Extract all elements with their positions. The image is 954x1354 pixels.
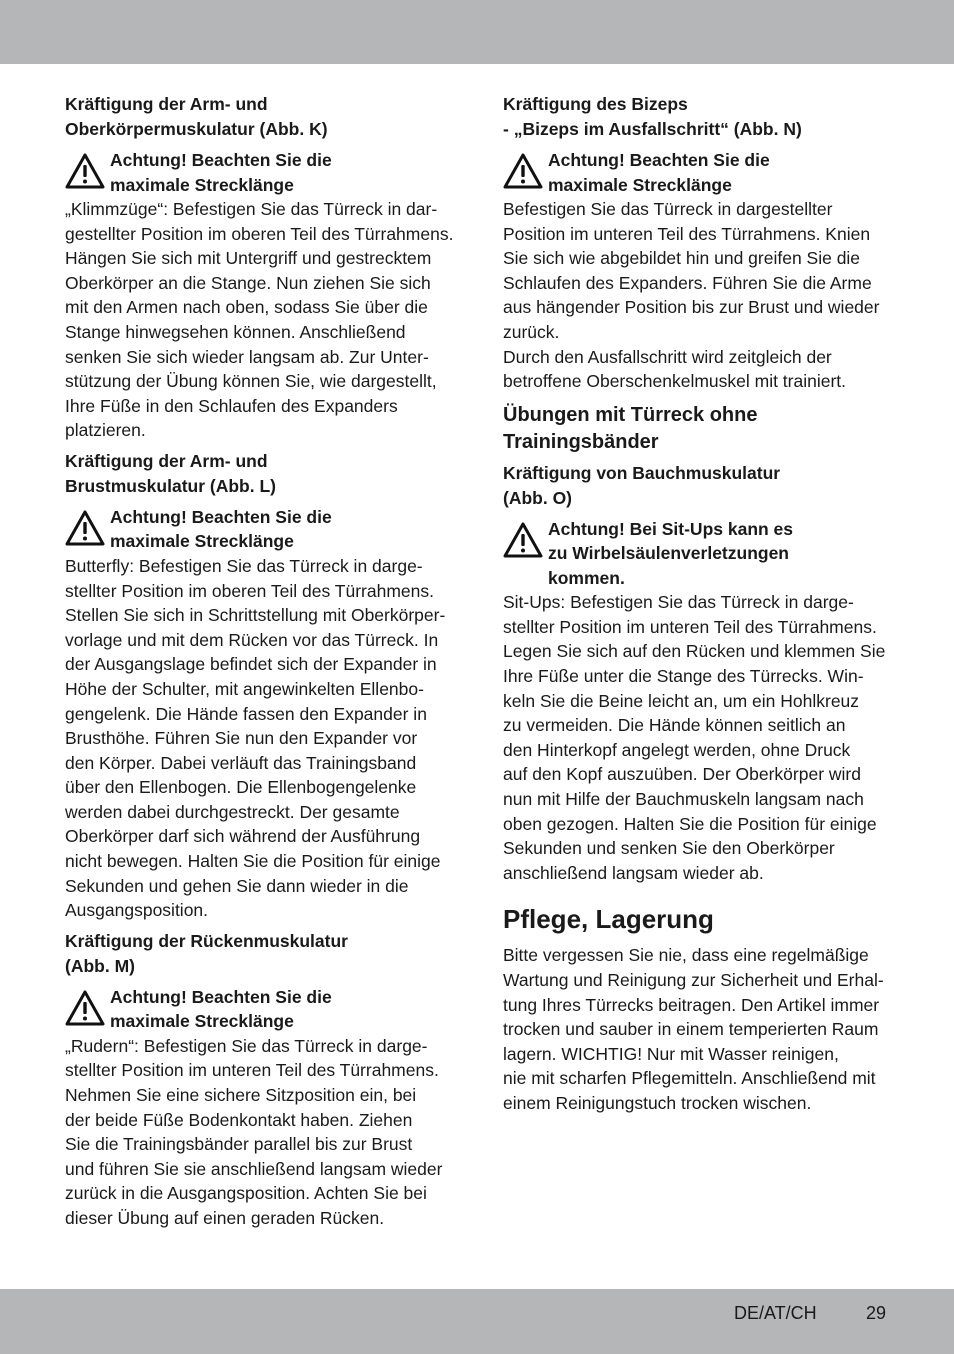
warning-note: Achtung! Bei Sit-Ups kann es zu Wirbelsäulenverletzungen kommen. [503,517,895,591]
warning-triangle-icon [65,989,105,1027]
right-column [503,92,895,1116]
page-number: 29 [866,1303,887,1323]
footer-region-label: DE/AT/CH [734,1303,817,1323]
warning-triangle-icon [503,521,543,559]
warning-note: Achtung! Beachten Sie die maximale Strecklänge [65,148,455,197]
section-title-exercises-without-bands: Übungen mit Türreck ohne Trainingsbänder [503,403,758,453]
section-body: Sit-Ups: Befestigen Sie das Türreck in darge- stellter Position im unteren Teil des Türrahmens. Legen Sie sich auf den Rücken und klemmen Sie Ihre Füße unter die Stange des Türrecks. Win- keln Sie die Beine leicht an, um ein Hohlkreuz zu vermeiden. Die Hände können seitlich an den Hinterkopf angelegt werden, ohne Druck auf den Kopf auszuüben. Der Oberkörper wird nun mit Hilfe der Bauchmuskeln langsam nach oben gezogen. Halten Sie die Position für einige Sekunden und senken Sie den Oberkörper anschließend langsam wieder ab. [503,592,886,883]
section-body: Bitte vergessen Sie nie, dass eine regelmäßige Wartung und Reinigung zur Sicherheit und Erhal- tung Ihres Türrecks beitragen. Den Artikel immer trocken und sauber in einem temperierten Raum lagern. WICHTIG! Nur mit Wasser reinigen, nie mit scharfen Pflegemitteln. Anschließend mit einem Reinigungstuch trocken wischen. [503,945,884,1113]
section-title-care-storage: Pflege, Lagerung [503,904,714,935]
section-body: Befestigen Sie das Türreck in dargestellter Position im unteren Teil des Türrahmens. Knien Sie sich wie abgebildet hin und greifen Sie die Schlaufen des Expanders. Führen Sie die Arme aus hängender Position bis zur Brust und wieder zurück. Durch den Ausfallschritt wird zeitgleich der betroffene Oberschenkelmuskel mit trainiert. [503,199,880,392]
section-body: „Rudern“: Befestigen Sie das Türreck in darge- stellter Position im unteren Teil des Türrahmens. Nehmen Sie eine sichere Sitzposition ein, bei der beide Füße Bodenkontakt haben. Ziehen Sie die Trainingsbänder parallel bis zur Brust und führen Sie sie anschließend langsam wieder zurück in die Ausgangsposition. Achten Sie bei dieser Übung auf einen geraden Rücken. [65,1035,443,1228]
section-heading-arm-chest: Kräftigung der Arm- und Brustmuskulatur (Abb. L) [65,450,276,496]
warning-triangle-icon [65,152,105,190]
warning-note: Achtung! Beachten Sie die maximale Strecklänge [503,148,895,197]
warning-note: Achtung! Beachten Sie die maximale Strecklänge [65,985,455,1034]
left-column [65,92,455,1231]
section-heading-biceps: Kräftigung des Bizeps - „Bizeps im Ausfallschritt“ (Abb. N) [503,94,802,139]
header-bar [0,0,954,64]
warning-note: Achtung! Beachten Sie die maximale Strecklänge [65,505,455,554]
section-body: „Klimmzüge“: Befestigen Sie das Türreck in dar- gestellter Position im oberen Teil des Türrahmens. Hängen Sie sich mit Untergriff und gestrecktem Oberkörper an die Stange. Nun ziehen Sie sich mit den Armen nach oben, sodass Sie über die Stange hinwegsehen können. Anschließend senken Sie sich wieder langsam ab. Zur Unter- stützung der Übung können Sie, wie dargestellt, Ihre Füße in den Schlaufen des Expanders platzieren. [65,199,454,441]
warning-triangle-icon [65,509,105,547]
warning-triangle-icon [503,152,543,190]
section-heading-arm-upper-body: Kräftigung der Arm- und Oberkörpermuskulatur (Abb. K) [65,94,328,139]
section-heading-abdominal: Kräftigung von Bauchmuskulatur (Abb. O) [503,462,781,508]
section-heading-back: Kräftigung der Rückenmuskulatur (Abb. M) [65,930,348,976]
section-body: Butterfly: Befestigen Sie das Türreck in darge- stellter Position im oberen Teil des Türrahmens. Stellen Sie sich in Schrittstellung mit Oberkörper- vorlage und mit dem Rücken vor das Türreck. In der Ausgangslage befindet sich der Expander in Höhe der Schulter, mit angewinkelten Ellenbo- gengelenk. Die Hände fassen den Expander in Brusthöhe. Führen Sie nun den Expander vor den Körper. Dabei verläuft das Trainingsband über den Ellenbogen. Die Ellenbogengelenke werden dabei durchgestreckt. Der gesamte Oberkörper darf sich während der Ausführung nicht bewegen. Halten Sie die Position für einige Sekunden und gehen Sie dann wieder in die Ausgangsposition. [65,555,446,921]
